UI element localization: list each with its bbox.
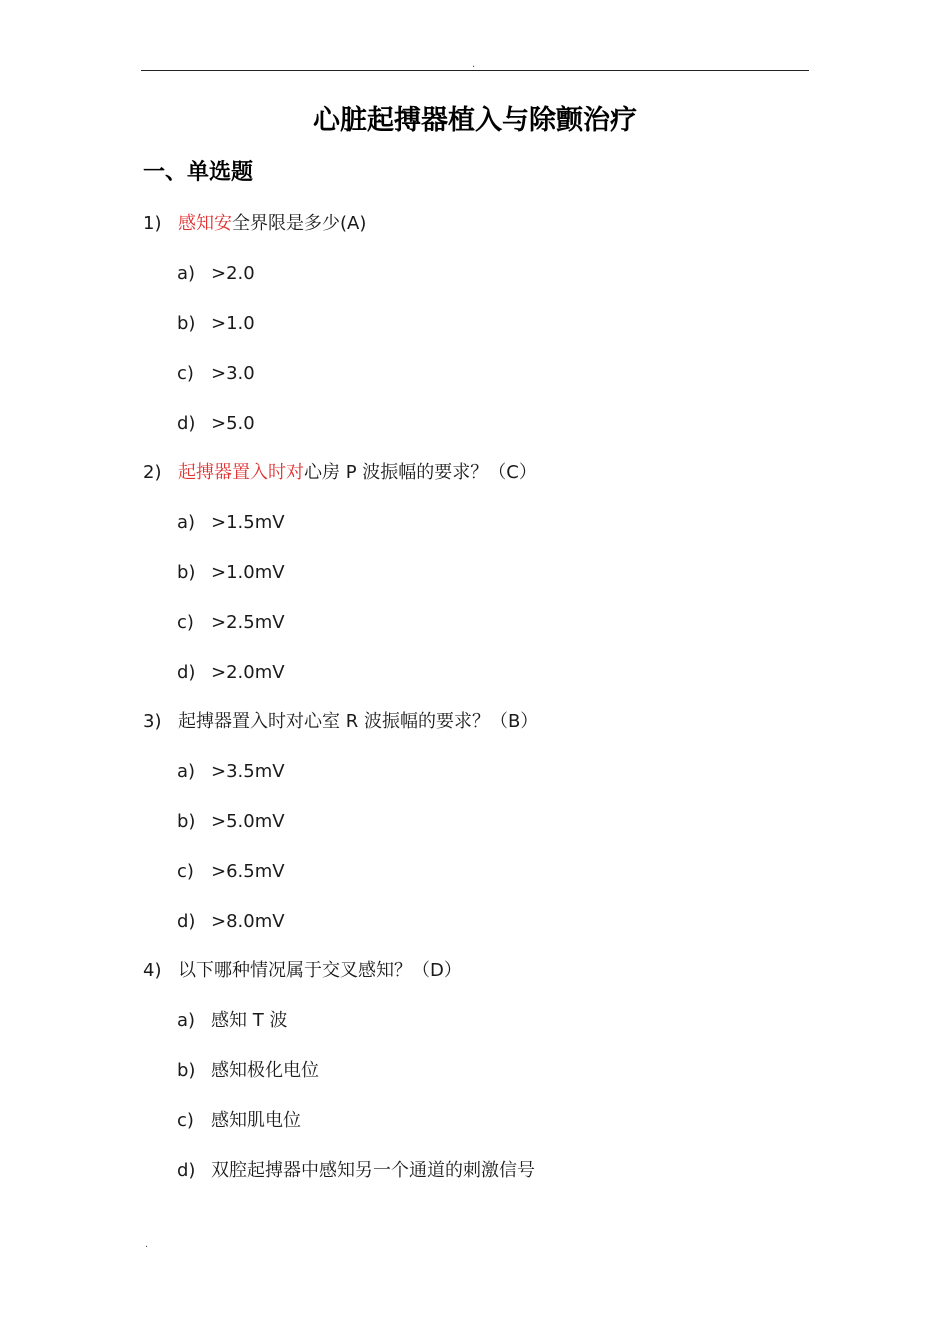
- option-label: d): [177, 911, 196, 932]
- footer-mark: .: [145, 1239, 149, 1250]
- option-label: b): [177, 562, 196, 583]
- header-rule: [141, 70, 809, 71]
- option-text: >3.0: [211, 363, 255, 384]
- header-mark: .: [472, 59, 476, 70]
- option-text: >1.5mV: [211, 512, 285, 533]
- question-body: 以下哪种情况属于交叉感知？（D）: [178, 960, 462, 981]
- option-text: >2.0mV: [211, 662, 285, 683]
- option-label: b): [177, 313, 196, 334]
- option-text: >5.0: [211, 413, 255, 434]
- option-text: 感知 T 波: [211, 1010, 288, 1031]
- option-text: >1.0: [211, 313, 255, 334]
- option-text: >3.5mV: [211, 761, 285, 782]
- question-number: 1): [143, 213, 162, 234]
- question-number: 4): [143, 960, 162, 981]
- question-text: [178, 959, 462, 983]
- option-label: c): [177, 861, 194, 882]
- option-label: b): [177, 1060, 196, 1081]
- option-label: c): [177, 1110, 194, 1131]
- option-text: >2.5mV: [211, 612, 285, 633]
- question-text: [178, 212, 366, 236]
- question-body: 全界限是多少(A): [232, 213, 367, 234]
- option-text: >1.0mV: [211, 562, 285, 583]
- option-label: d): [177, 662, 196, 683]
- question-highlight: 感知安: [178, 213, 232, 234]
- option-text: >8.0mV: [211, 911, 285, 932]
- option-text: 双腔起搏器中感知另一个通道的刺激信号: [211, 1160, 535, 1181]
- option-text: 感知肌电位: [211, 1110, 301, 1131]
- option-label: c): [177, 363, 194, 384]
- question-body: 起搏器置入时对心室 R 波振幅的要求？（B）: [178, 711, 539, 732]
- option-label: b): [177, 811, 196, 832]
- option-label: a): [177, 1010, 196, 1031]
- question-number: 2): [143, 462, 162, 483]
- option-text: 感知极化电位: [211, 1060, 319, 1081]
- question-number: 3): [143, 711, 162, 732]
- option-text: >6.5mV: [211, 861, 285, 882]
- option-label: d): [177, 413, 196, 434]
- option-label: c): [177, 612, 194, 633]
- option-label: a): [177, 512, 196, 533]
- question-body: 心房 P 波振幅的要求？（C）: [304, 462, 537, 483]
- question-highlight: 起搏器置入时对: [178, 462, 304, 483]
- option-label: d): [177, 1160, 196, 1181]
- section-heading: 一、单选题: [143, 160, 254, 185]
- question-text: [178, 710, 538, 734]
- option-label: a): [177, 263, 196, 284]
- question-text: [178, 461, 537, 485]
- document-title: 心脏起搏器植入与除颤治疗: [313, 105, 637, 136]
- option-text: >2.0: [211, 263, 255, 284]
- option-text: >5.0mV: [211, 811, 285, 832]
- option-label: a): [177, 761, 196, 782]
